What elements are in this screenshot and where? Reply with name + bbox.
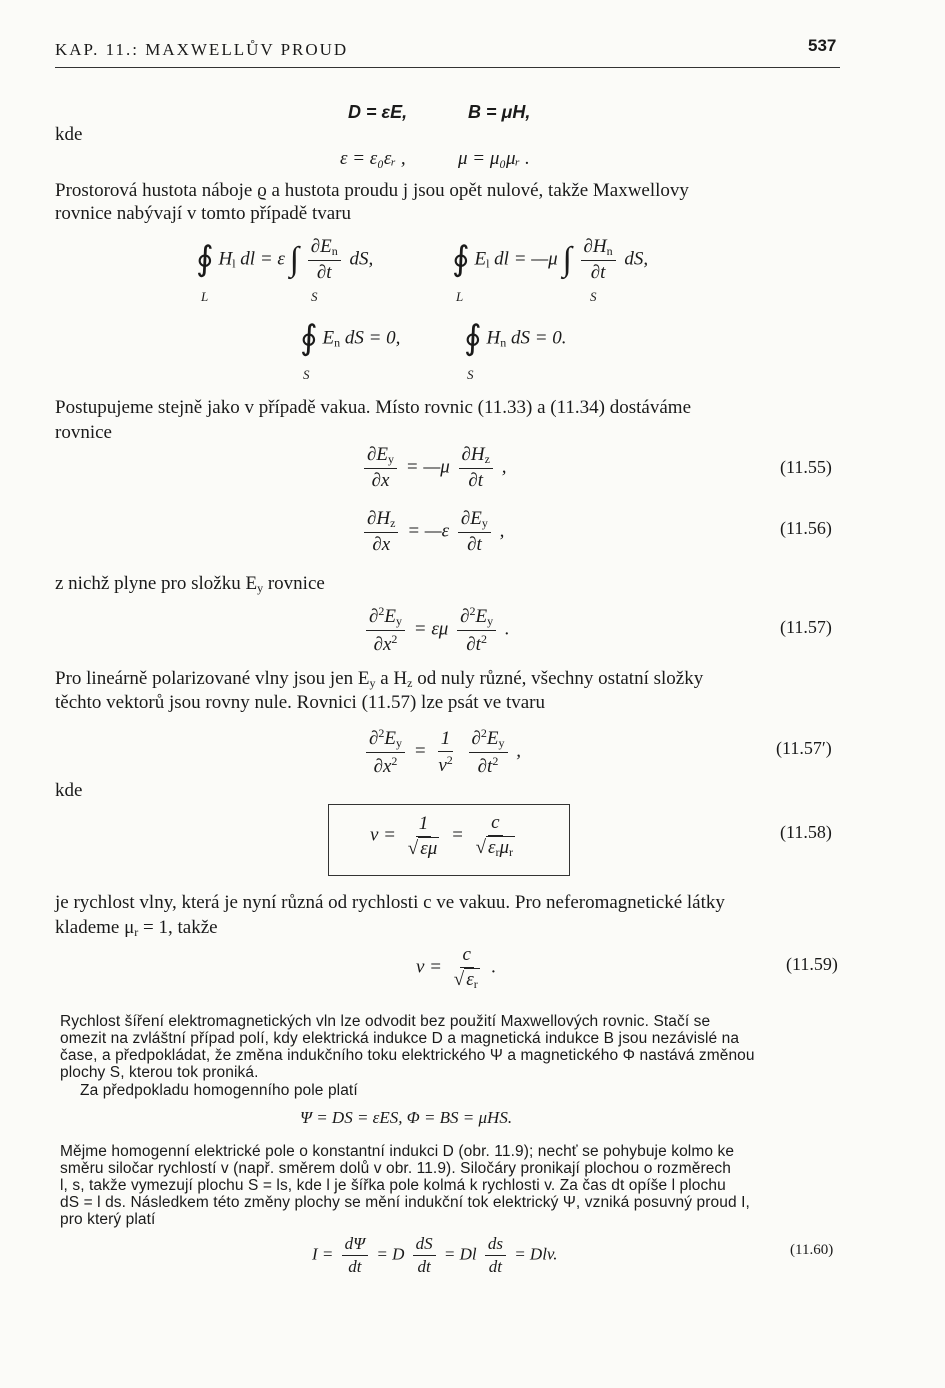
equation-11-60: I = $\frac{d\Psi}{dt}$ = D $\frac{dS}{dt}$ = Dl $\frac{ds}{dt}$ = Dlv. (312, 1234, 558, 1276)
p4-l1-mid: a H (375, 668, 408, 689)
equation-flux: Ψ = DS = εES, Φ = BS = μHS. (300, 1108, 513, 1127)
integral-limit-s-2: S (590, 289, 597, 304)
equation-11-57-prime: $\frac{\partial^2E_y}{\partial x^2}$ = $\frac{1}{v^2}$ $\frac{\partial^2E_y}{\partial t^2}$ , (362, 726, 521, 778)
equation-number-11-56: (11.56) (780, 518, 832, 538)
p5-l2-sub: r (134, 925, 139, 939)
p5-l2-end: = 1, takže (138, 917, 218, 938)
small-3-line-3: l, s, takže vymezují plochu S = ls, kde l je šířka pole kolmá k rychlosti v. Za čas dt opíše l plochu (60, 1177, 726, 1194)
integral-limit-l-2: L (456, 289, 464, 304)
equation-number-11-55: (11.55) (780, 457, 832, 477)
paragraph-5-line-2 (55, 917, 218, 940)
small-3-line-1: Mějme homogenní elektrické pole o konstantní indukci D (obr. 11.9); nechť se pohybuje kolmo ke (60, 1143, 735, 1160)
equation-11-58: v = $\frac{1}{√ \varepsilon\mu}$ = $\frac{c}{√ \varepsilon_r\mu_r}$ (370, 812, 514, 859)
small-1-line-2: omezit na zvláštní případ polí, kdy elektrická indukce D a magnetická indukce B jsou nezávislé na (60, 1030, 740, 1047)
page-number: 537 (808, 36, 837, 55)
paragraph-1-line-2: rovnice nabývají v tomto případě tvaru (55, 203, 351, 224)
small-3-line-5: pro který platí (60, 1211, 156, 1228)
equation-11-59: v = $\frac{c}{√ \varepsilon_r}$ . (416, 944, 497, 991)
integral-limit-s-3: S (303, 367, 310, 382)
paragraph-2-line-1: Postupujeme stejně jako v případě vakua. Místo rovnic (11.33) a (11.34) dostáváme (55, 397, 691, 418)
p4-l1-a: Pro lineárně polarizované vlny jsou jen E (55, 668, 370, 689)
small-1-line-1: Rychlost šíření elektromagnetických vln lze odvodit bez použití Maxwellových rovnic. Stačí se (60, 1013, 711, 1030)
equation-number-11-59: (11.59) (786, 954, 838, 974)
small-1-line-3: čase, a předpokládat, že změna indukčního toku elektrického Ψ a magnetického Φ nastává změnou (60, 1047, 755, 1064)
integral-limit-l-1: L (201, 289, 209, 304)
paragraph-3-end: rovnice (263, 573, 325, 594)
p4-l1-sub1: y (369, 676, 376, 690)
small-3-line-4: dS = l ds. Následkem této změny plochy se mění indukční tok elektrický Ψ, vzniká posuvný proud I, (60, 1194, 750, 1211)
label-kde-2: kde (55, 780, 83, 801)
paragraph-4-line-2: těchto vektorů jsou rovny nule. Rovnici (11.57) lze psát ve tvaru (55, 692, 546, 713)
equation-number-11-60: (11.60) (790, 1242, 834, 1258)
small-3-line-2: směru siločar rychlostí v (např. směrem dolů v obr. 11.9). Siločáry pronikají plochou o rozměrech (60, 1160, 732, 1177)
equation-d-e: D = εE, (348, 102, 408, 122)
equation-11-55: $\frac{\partial E_y}{\partial x}$ = —μ $\frac{\partial H_z}{\partial t}$ , (360, 444, 506, 492)
equation-epsilon: ε = ε₀εᵣ , (340, 148, 406, 169)
equation-11-56: $\frac{\partial H_z}{\partial x}$ = —ε $\frac{\partial E_y}{\partial t}$ , (360, 508, 504, 556)
header-rule (55, 67, 840, 68)
equation-b-h: B = μH, (468, 102, 531, 122)
p4-l1-sub2: z (407, 676, 413, 690)
paragraph-2-line-2: rovnice (55, 422, 112, 443)
paragraph-3 (55, 573, 325, 596)
p4-l1-end: od nuly různé, všechny ostatní složky (412, 668, 704, 689)
equation-11-57: $\frac{\partial^2E_y}{\partial x^2}$ = εμ $\frac{\partial^2E_y}{\partial t^2}$ . (362, 604, 510, 656)
equation-mu: μ = μ₀μᵣ . (458, 148, 530, 169)
label-kde-1: kde (55, 124, 83, 145)
integral-limit-s-4: S (467, 367, 474, 382)
equation-number-11-58: (11.58) (780, 822, 832, 842)
paragraph-3-start: z nichž plyne pro složku E (55, 573, 258, 594)
running-title: KAP. 11.: MAXWELLŮV PROUD (55, 40, 349, 59)
equation-number-11-57-prime: (11.57′) (776, 738, 832, 758)
integral-equation-hn: ∮ $H_n$ dS = 0. (464, 320, 567, 357)
integral-equation-en: ∮ $E_n$ dS = 0, (300, 320, 401, 357)
paragraph-5-line-1: je rychlost vlny, která je nyní různá od rychlosti c ve vakuu. Pro neferomagnetické látky (55, 892, 725, 913)
integral-equation-e: ∮ $E_l$ dl = —μ ∫ $\frac{\partial H_n}{\partial t}$ dS, (452, 236, 649, 283)
small-1-line-4: plochy S, kterou tok proniká. (60, 1064, 259, 1081)
integral-limit-s-1: S (311, 289, 318, 304)
paragraph-4-line-1 (55, 668, 703, 691)
equation-number-11-57: (11.57) (780, 617, 832, 637)
paragraph-3-sub: y (257, 581, 264, 595)
small-2: Za předpokladu homogenního pole platí (80, 1082, 358, 1099)
p5-l2-a: klademe μ (55, 917, 135, 938)
integral-equation-h: ∮ $H_l$ dl = ε ∫ $\frac{\partial E_n}{\partial t}$ dS, (196, 236, 374, 283)
paragraph-1-line-1: Prostorová hustota náboje ϱ a hustota proudu j jsou opět nulové, takže Maxwellovy (55, 180, 689, 201)
